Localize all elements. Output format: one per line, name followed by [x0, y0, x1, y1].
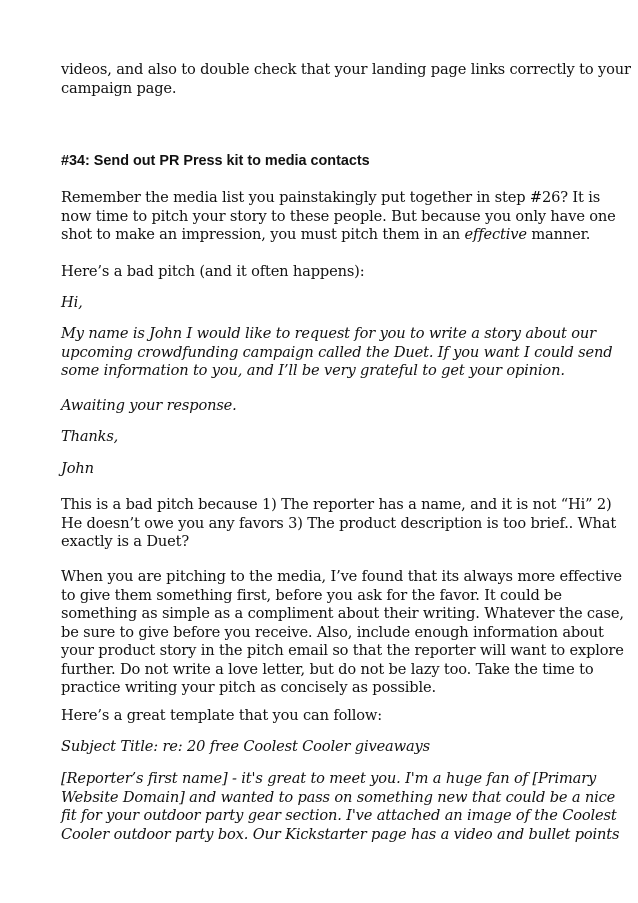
text-line: This is a bad pitch because 1) The reporter has a name, and it is not “Hi” 2) — [61, 496, 612, 513]
text-line: exactly is a Duet? — [61, 533, 190, 550]
bad-pitch-awaiting: Awaiting your response. — [61, 397, 237, 414]
text-line: He doesn’t owe you any favors 3) The product description is too brief.. What — [61, 514, 617, 532]
why-bad-paragraph — [61, 496, 616, 552]
text-line: Website Domain] and wanted to pass on something new that could be a nice — [61, 788, 616, 806]
bad-pitch-intro: Here’s a bad pitch (and it often happens): — [61, 263, 365, 280]
bad-pitch-body — [61, 325, 612, 381]
text-line: now time to pitch your story to these people. But because you only have one — [61, 207, 616, 225]
bad-pitch-greeting: Hi, — [61, 294, 83, 311]
template-intro: Here’s a great template that you can follow: — [61, 707, 382, 724]
text-line: be sure to give before you receive. Also, include enough information about — [61, 623, 604, 641]
intro-paragraph — [61, 61, 631, 98]
template-subject: Subject Title: re: 20 free Coolest Cooler giveaways — [61, 738, 430, 755]
text-line: something as simple as a compliment about their writing. Whatever the case, — [61, 605, 624, 622]
text-line: your product story in the pitch email so that the reporter will want to explore — [61, 642, 624, 659]
text-run: shot to make an impression, you must pitch them in an — [61, 226, 465, 243]
text-line: [Reporter’s first name] - it's great to meet you. I'm a huge fan of [Primary — [61, 770, 597, 787]
text-run: manner. — [526, 226, 591, 243]
advice-paragraph — [61, 568, 624, 698]
section-heading: #34: Send out PR Press kit to media contacts — [61, 153, 370, 169]
text-line: upcoming crowdfunding campaign called the Duet. If you want I could send — [61, 343, 613, 361]
template-body — [61, 770, 619, 844]
text-line: Cooler outdoor party box. Our Kickstarter page has a video and bullet points — [61, 825, 620, 843]
text-line: When you are pitching to the media, I’ve found that its always more effective — [61, 568, 622, 585]
emphasis: effective — [464, 226, 527, 243]
media-list-paragraph — [61, 189, 616, 245]
text-line: My name is John I would like to request for you to write a story about our — [61, 325, 596, 342]
text-line — [61, 226, 616, 245]
text-line: campaign page. — [61, 79, 177, 97]
text-line: videos, and also to double check that your landing page links correctly to your — [61, 61, 631, 78]
text-line: Remember the media list you painstakingly put together in step #26? It is — [61, 189, 601, 206]
text-line: further. Do not write a love letter, but do not be lazy too. Take the time to — [61, 660, 594, 678]
text-line: some information to you, and I’ll be very grateful to get your opinion. — [61, 362, 565, 379]
text-line: fit for your outdoor party gear section. I've attached an image of the Coolest — [61, 807, 617, 824]
text-line: to give them something first, before you ask for the favor. It could be — [61, 586, 562, 604]
bad-pitch-thanks: Thanks, — [61, 428, 119, 445]
text-line: practice writing your pitch as concisely as possible. — [61, 679, 436, 696]
bad-pitch-signature: John — [61, 460, 94, 477]
